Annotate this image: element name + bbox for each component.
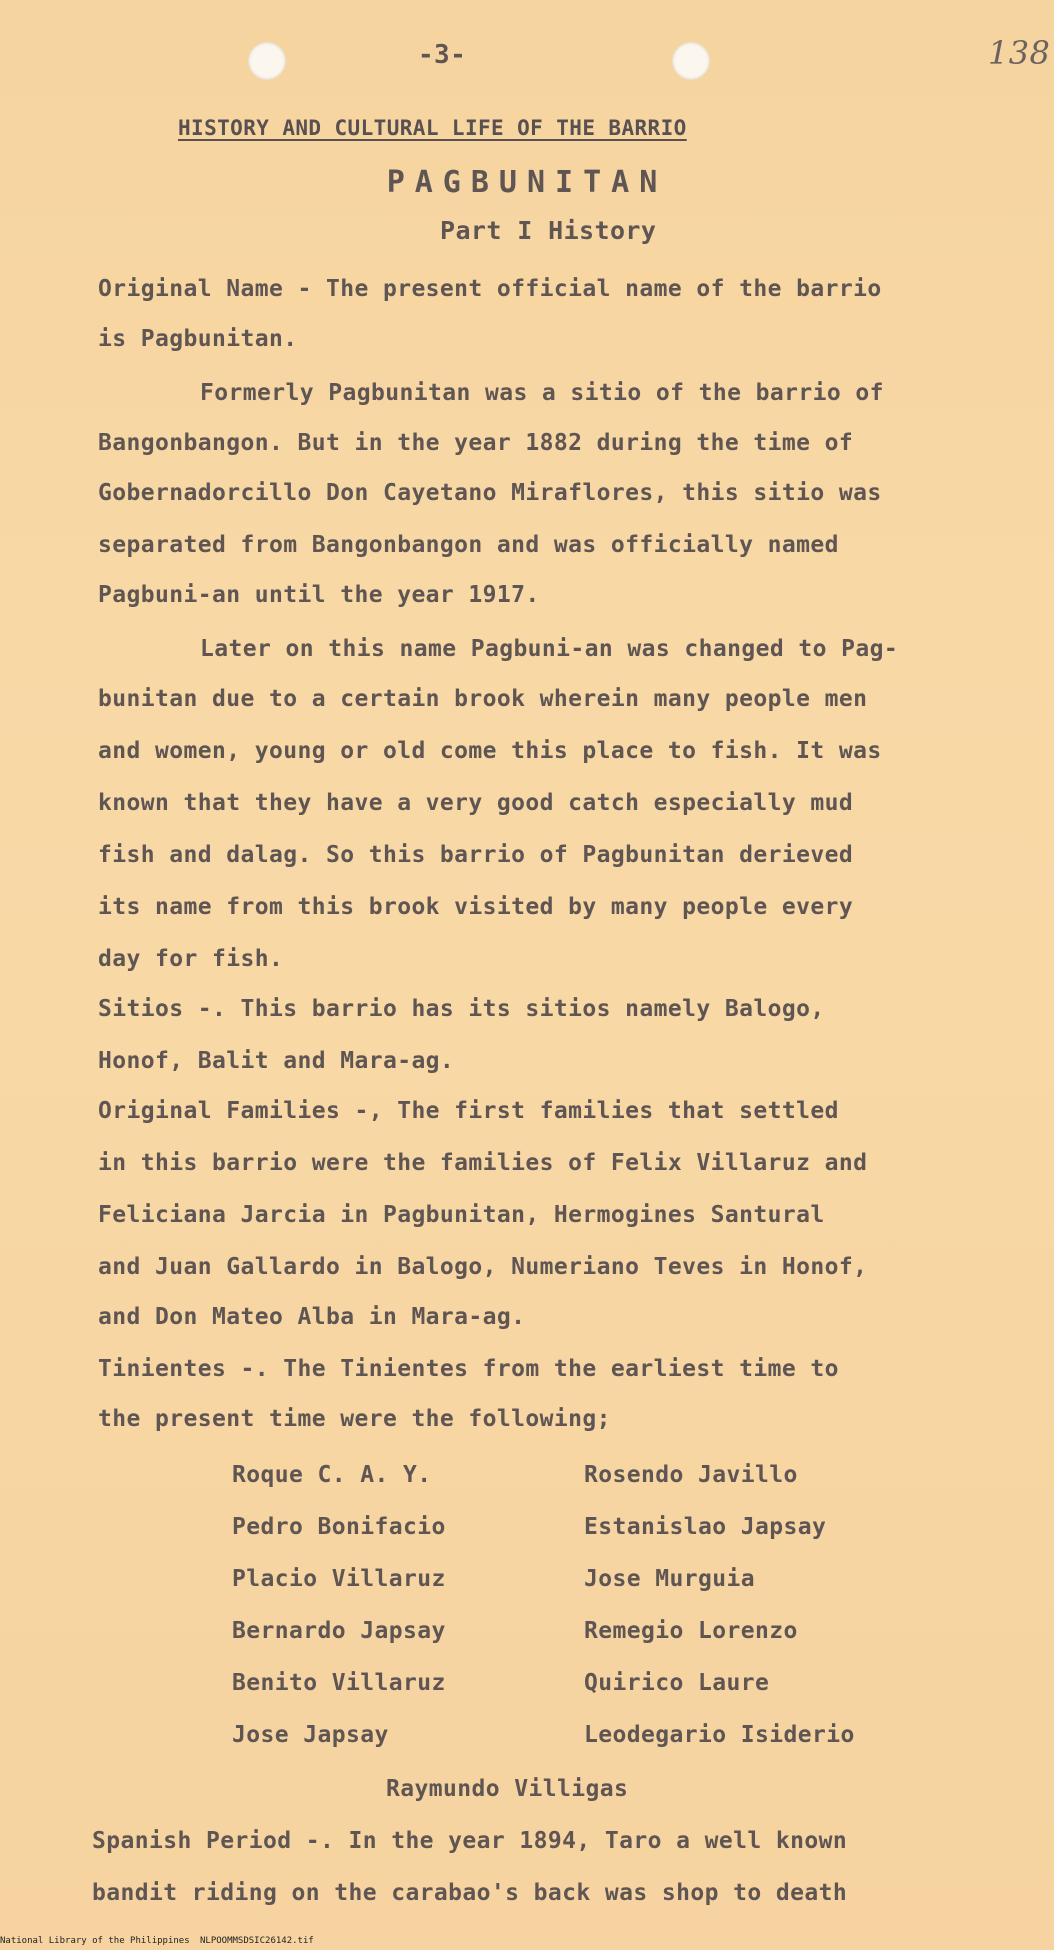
document-title: HISTORY AND CULTURAL LIFE OF THE BARRIO: [178, 116, 687, 140]
tiniente-name-left: Benito Villaruz: [232, 1670, 446, 1696]
punch-hole-right: [672, 42, 710, 80]
tiniente-name-right: Estanislao Japsay: [584, 1514, 827, 1540]
tiniente-name-left: Placio Villaruz: [232, 1566, 446, 1592]
body-line: bandit riding on the carabao's back was shop to death: [92, 1880, 848, 1906]
tiniente-name-right: Rosendo Javillo: [584, 1462, 798, 1488]
body-line: the present time were the following;: [98, 1406, 611, 1432]
library-credit: National Library of the Philippines: [0, 1936, 190, 1946]
body-line: Bangonbangon. But in the year 1882 during the time of: [98, 430, 854, 456]
tiniente-name-right: Jose Murguia: [584, 1566, 755, 1592]
tiniente-name-right: Leodegario Isiderio: [584, 1722, 855, 1748]
tiniente-name-left: Bernardo Japsay: [232, 1618, 446, 1644]
body-line: and Juan Gallardo in Balogo, Numeriano Teves in Honof,: [98, 1254, 868, 1280]
body-line: Gobernadorcillo Don Cayetano Miraflores, this sitio was: [98, 480, 882, 506]
body-line: and women, young or old come this place to fish. It was: [98, 738, 882, 764]
body-line: separated from Bangonbangon and was officially named: [98, 532, 839, 558]
body-line: Original Families -, The first families that settled: [98, 1098, 839, 1124]
body-line: known that they have a very good catch especially mud: [98, 790, 854, 816]
body-line: in this barrio were the families of Felix Villaruz and: [98, 1150, 868, 1176]
punch-hole-left: [248, 42, 286, 80]
body-line: fish and dalag. So this barrio of Pagbunitan derieved: [98, 842, 854, 868]
tiniente-name-last: Raymundo Villigas: [386, 1776, 629, 1802]
body-line: bunitan due to a certain brook wherein many people men: [98, 686, 868, 712]
handwritten-page-number: 138: [988, 34, 1051, 72]
body-line: is Pagbunitan.: [98, 326, 298, 352]
barrio-name: PAGBUNITAN: [386, 165, 668, 200]
body-line: Sitios -. This barrio has its sitios namely Balogo,: [98, 996, 825, 1022]
file-id: NLPOOMMSDSIC26142.tif: [200, 1936, 314, 1946]
body-line: Spanish Period -. In the year 1894, Taro a well known: [92, 1828, 848, 1854]
tiniente-name-left: Pedro Bonifacio: [232, 1514, 446, 1540]
part-heading: Part I History: [440, 216, 657, 245]
tiniente-name-left: Jose Japsay: [232, 1722, 389, 1748]
body-line: and Don Mateo Alba in Mara-ag.: [98, 1304, 526, 1330]
body-line: Later on this name Pagbuni-an was changed to Pag-: [200, 636, 899, 662]
body-line: day for fish.: [98, 946, 284, 972]
body-line: Formerly Pagbunitan was a sitio of the barrio of: [200, 380, 884, 406]
tiniente-name-left: Roque C. A. Y.: [232, 1462, 432, 1488]
tiniente-name-right: Remegio Lorenzo: [584, 1618, 798, 1644]
body-line: Original Name - The present official name of the barrio: [98, 276, 882, 302]
body-line: Pagbuni-an until the year 1917.: [98, 582, 540, 608]
body-line: Honof, Balit and Mara-ag.: [98, 1048, 455, 1074]
body-line: Feliciana Jarcia in Pagbunitan, Hermogines Santural: [98, 1202, 825, 1228]
body-line: its name from this brook visited by many people every: [98, 894, 854, 920]
body-line: Tinientes -. The Tinientes from the earliest time to: [98, 1356, 839, 1382]
page-number: -3-: [418, 40, 467, 70]
tiniente-name-right: Quirico Laure: [584, 1670, 770, 1696]
